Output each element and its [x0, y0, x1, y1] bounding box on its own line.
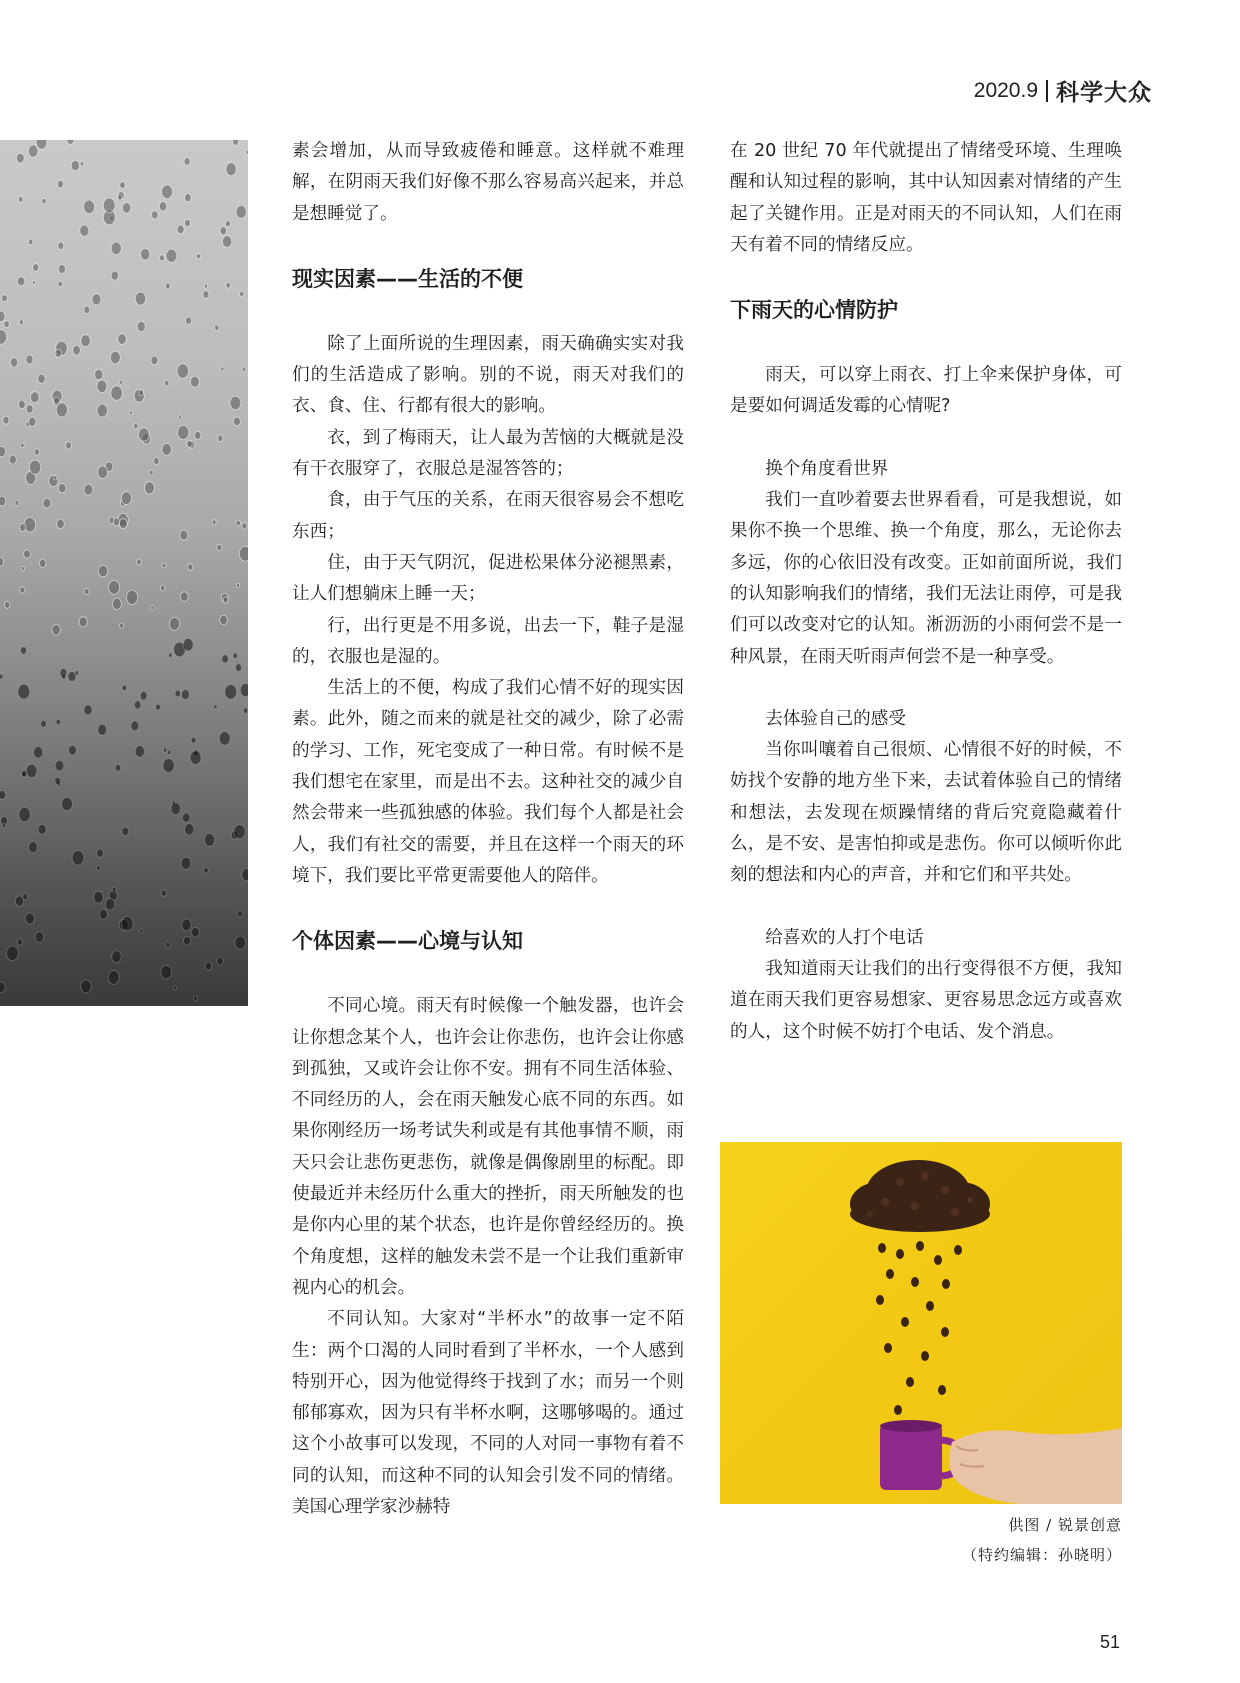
raindrop: [3, 416, 9, 424]
raindrop: [185, 219, 191, 226]
raindrop: [169, 617, 179, 630]
raindrop: [21, 567, 24, 571]
raindrop: [137, 559, 142, 565]
raindrop: [162, 563, 166, 568]
raindrop: [240, 684, 248, 697]
raindrop: [225, 221, 230, 227]
raindrop: [20, 443, 24, 448]
raindrop: [122, 685, 126, 690]
raindrop: [57, 180, 63, 188]
raindrop: [140, 929, 143, 933]
raindrop: [181, 857, 191, 869]
raindrop: [225, 685, 237, 700]
raindrop: [235, 936, 246, 949]
raindrop: [84, 200, 95, 214]
raindrop: [84, 484, 93, 495]
raindrop: [141, 248, 150, 260]
raindrop: [94, 891, 104, 903]
raindrop: [220, 227, 227, 235]
raindrop: [72, 850, 84, 865]
raindrop: [203, 291, 209, 299]
raindrop: [19, 808, 30, 822]
raindrop: [226, 163, 236, 176]
raindrop: [119, 380, 122, 384]
raindrop: [122, 827, 129, 835]
raindrop: [140, 692, 147, 701]
raindrop: [239, 546, 248, 561]
section-heading-individual: 个体因素——心境与认知: [292, 929, 523, 954]
paragraph: 食，由于气压的关系，在雨天很容易会不想吃东西；: [292, 490, 684, 542]
issue-date: 2020.9: [973, 78, 1038, 102]
raindrop: [242, 367, 246, 371]
raindrop: [99, 909, 107, 919]
raindrop: [186, 317, 192, 325]
raindrop: [205, 834, 215, 847]
raindrop: [220, 615, 228, 625]
raindrop: [0, 446, 6, 456]
raindrop: [169, 653, 172, 657]
magazine-title: 科学大众: [1056, 79, 1152, 106]
raindrop: [0, 330, 7, 344]
photo-credit: 供图 / 锐景创意: [1008, 1516, 1122, 1534]
raindrop: [2, 295, 8, 302]
raindrop: [6, 946, 18, 961]
subsection-title: 换个角度看世界: [765, 458, 889, 479]
raindrop: [166, 283, 171, 289]
page-header: [974, 74, 1152, 107]
raindrop: [18, 196, 23, 202]
raindrop: [135, 292, 146, 305]
paragraph: 不同心境。雨天有时候像一个触发器，也许会让你想念某个人，也许会让你悲伤，也许会让你感到孤独，又或许会让你不安。拥有不同生活体验、不同经历的人，会在雨天触发心底不同的东西。如果你刚经历一场考试失利或是有其他事情不顺，雨天只会让悲伤更悲伤，就像是偶像剧里的标配。即使最近并未经历什么重大的挫折，雨天所触发的也是你内心里的某个状态，也许是你曾经经历的。换个角度想，这样的触发未尝不是一个让我们重新审视内心的机会。: [292, 996, 684, 1298]
raindrop: [95, 369, 103, 379]
raindrop: [215, 325, 219, 330]
raindrop: [42, 198, 46, 204]
raindrop: [138, 428, 149, 441]
raindrop: [233, 140, 239, 145]
section-heading-reality: 现实因素——生活的不便: [292, 266, 523, 291]
raindrop: [0, 791, 6, 800]
raindrop: [29, 842, 38, 853]
raindrop: [167, 750, 170, 754]
paragraph: 除了上面所说的生理因素，雨天确确实实对我们的生活造成了影响。别的不说，雨天对我们的衣、食、住、行都有很大的影响。: [292, 333, 684, 417]
raindrop: [222, 236, 231, 248]
raindrop: [185, 824, 194, 836]
raindrop: [233, 653, 237, 658]
raindrop: [151, 356, 158, 365]
raindrop: [122, 203, 130, 214]
raindrop: [92, 294, 101, 305]
raindrop: [223, 597, 228, 604]
raindrop: [187, 440, 193, 447]
raindrop: [28, 417, 36, 426]
raindrop: [236, 664, 242, 672]
raindrop: [137, 321, 145, 331]
raindrop: [0, 557, 4, 566]
raindrop: [17, 277, 24, 286]
raindrop: [134, 701, 141, 709]
raindrop: [180, 592, 188, 602]
raindrop: [164, 748, 167, 752]
raindrop: [58, 264, 65, 273]
raindrop: [18, 684, 30, 699]
raindrop: [0, 982, 5, 993]
raindrop: [236, 520, 241, 526]
raindrop: [38, 824, 46, 834]
raindrop: [43, 498, 51, 508]
raindrop: [230, 396, 241, 410]
raindrop: [119, 519, 127, 529]
raindrop: [154, 457, 160, 464]
raindrop: [56, 403, 67, 417]
raindrop: [29, 460, 40, 474]
raindrop: [28, 145, 38, 157]
raindrop: [204, 284, 207, 288]
raindrop: [96, 866, 100, 871]
raindrop: [10, 358, 17, 367]
subsection-title: 去体验自己的感受: [765, 708, 906, 729]
raindrop: [34, 449, 39, 456]
raindrop: [69, 745, 77, 755]
raindrop: [84, 589, 89, 595]
raindrop: [111, 386, 123, 400]
raindrop: [177, 364, 189, 379]
raindrop: [105, 898, 114, 910]
raindrop: [145, 482, 155, 494]
raindrop: [182, 919, 191, 931]
raindrop: [126, 590, 137, 604]
raindrop: [80, 162, 84, 166]
raindrop: [240, 291, 244, 296]
raindrop: [195, 431, 201, 439]
raindrop: [166, 942, 171, 948]
header-divider: [1046, 80, 1048, 102]
raindrop: [81, 335, 91, 347]
raindrop: [0, 674, 3, 679]
section-heading-protection: 下雨天的心情防护: [730, 298, 898, 323]
raindrop: [55, 349, 61, 357]
raindrop: [190, 751, 201, 765]
raindrop: [178, 415, 181, 419]
raindrop: [166, 249, 177, 262]
raindrop: [184, 936, 191, 945]
raindrop: [236, 205, 246, 218]
page-number: 51: [1099, 1632, 1120, 1652]
raindrop: [183, 639, 193, 651]
raindrop: [135, 746, 144, 758]
raindrop: [28, 239, 33, 245]
raindrop: [184, 158, 190, 166]
raindrop: [58, 242, 64, 249]
raindrop: [26, 405, 33, 414]
raindrop: [97, 404, 107, 417]
raindrop: [139, 390, 143, 396]
raindrop: [164, 380, 169, 386]
raindrop: [233, 417, 240, 426]
raindrop: [17, 939, 22, 945]
raindrop: [178, 425, 189, 439]
raindrop: [80, 225, 89, 236]
raindrop: [112, 598, 121, 609]
raindrop: [159, 202, 166, 211]
raindrop: [97, 380, 107, 393]
raindrop: [15, 500, 19, 505]
raindrop: [98, 466, 108, 479]
raindrop: [33, 264, 39, 271]
paragraph: 生活上的不便，构成了我们心情不好的现实因素。此外，随之而来的就是社交的减少，除了必需的学习、工作，死宅变成了一种日常。有时候不是我们想宅在家里，而是出不去。这种社交的减少自然会带来一些孤独感的体验。我们每个人都是社会人，我们有社交的需要，并且在这样一个雨天的环境下，我们要比平常更需要他人的陪伴。: [292, 678, 684, 886]
raindrop: [129, 411, 132, 415]
raindrop: [177, 225, 184, 234]
raindrop: [226, 282, 231, 288]
raindrop: [32, 281, 35, 285]
raindrop: [212, 520, 216, 525]
raindrop: [219, 732, 230, 746]
raindrop: [109, 581, 120, 595]
raindrop: [67, 140, 74, 144]
raindrop: [20, 523, 26, 531]
raindrop: [217, 544, 222, 550]
raindrop: [182, 813, 190, 822]
raindrop: [55, 777, 61, 784]
raindrop: [238, 911, 243, 917]
raindrop: [161, 890, 166, 896]
raindrop: [66, 442, 72, 449]
raindrop: [103, 198, 115, 213]
raindrop: [68, 672, 76, 682]
raindrop: [56, 719, 60, 725]
raindrop: [81, 980, 91, 993]
raindrop: [181, 690, 189, 700]
raindrop: [58, 484, 66, 493]
raindrop: [191, 737, 196, 743]
raindrop: [111, 242, 121, 255]
raindrop: [2, 824, 5, 828]
raindrop: [152, 211, 159, 219]
raindrop: [193, 996, 197, 1001]
raindrop: [41, 720, 47, 727]
rain-window-photo: [0, 140, 248, 1006]
raindrop: [190, 376, 199, 387]
paragraph: 当你叫嚷着自己很烦、心情很不好的时候，不妨找个安静的地方坐下来，去试着体验自己的情绪和想法，去发现在烦躁情绪的背后究竟隐藏着什么，是不安、是害怕抑或是悲伤。你可以倾听你此刻的想法和内心的声音，并和它们和平共处。: [730, 740, 1122, 886]
paragraph-continued: 素会增加，从而导致疲倦和睡意。这样就不难理解，在阴雨天我们好像不那么容易高兴起来，并总是想睡觉了。: [292, 141, 684, 224]
raindrop: [24, 550, 31, 558]
raindrop: [120, 182, 126, 189]
raindrop: [122, 916, 134, 931]
raindrop: [156, 704, 161, 710]
raindrop: [57, 519, 65, 528]
paragraph: 我们一直吵着要去世界看看，可是我想说，如果你不换一个思维、换一个角度，那么，无论你去多远，你的心依旧没有改变。正如前面所说，我们的认知影响我们的情绪，我们无法让雨停，可是我们可以改变对它的认知。淅沥沥的小雨何尝不是一种风景，在雨天听雨声何尝不是一种享受。: [730, 490, 1122, 667]
raindrop: [35, 932, 44, 943]
raindrop: [110, 351, 120, 364]
coffee-cloud-illustration: [720, 1142, 1122, 1504]
raindrop: [23, 894, 28, 900]
raindrop: [58, 281, 62, 286]
paragraph: 住，由于天气阴沉，促进松果体分泌褪黑素，让人们想躺床上睡一天；: [292, 552, 684, 605]
raindrop: [196, 254, 200, 259]
raindrop: [21, 647, 27, 654]
raindrop: [84, 705, 92, 715]
raindrop: [19, 400, 26, 409]
raindrop: [242, 869, 248, 881]
raindrop: [38, 374, 45, 383]
raindrop: [242, 523, 247, 529]
paragraph: 衣，到了梅雨天，让人最为苦恼的大概就是没有干衣服穿了，衣服总是湿答答的；: [292, 427, 684, 480]
raindrop: [134, 423, 138, 428]
raindrop: [112, 887, 116, 892]
paragraph: 不同认知。大家对“半杯水”的故事一定不陌生：两个口渴的人同时看到了半杯水，一个人感到特别开心，因为他觉得终于找到了水；而另一个则郁郁寡欢，因为只有半杯水啊，这哪够喝的。通过这个小故事可以发现，不同的人对同一事物有着不同的认知，而这种不同的认知会引发不同的情绪。美国心理学家沙赫特: [292, 1309, 684, 1517]
raindrop: [20, 587, 25, 593]
raindrop: [185, 194, 192, 202]
raindrop: [159, 255, 164, 261]
raindrop: [234, 825, 245, 839]
raindrop: [113, 518, 119, 526]
raindrop: [180, 530, 188, 540]
raindrop: [175, 690, 180, 697]
raindrops-overlay: [0, 140, 248, 1006]
subsection-title: 给喜欢的人打个电话: [765, 927, 924, 948]
raindrop: [160, 585, 165, 591]
raindrop: [112, 951, 122, 963]
raindrop: [71, 160, 79, 171]
raindrop: [222, 655, 229, 663]
raindrop: [4, 321, 9, 328]
raindrop: [218, 435, 223, 442]
raindrop: [205, 962, 212, 970]
raindrop: [54, 476, 57, 480]
raindrop: [118, 334, 127, 345]
raindrop: [115, 765, 120, 772]
raindrop: [118, 195, 122, 200]
raindrop: [30, 392, 39, 403]
raindrop: [204, 868, 208, 873]
article-column-right: [730, 136, 1122, 1048]
raindrop: [84, 306, 90, 313]
raindrop: [131, 721, 139, 731]
paragraph: 我知道雨天让我们的出行变得很不方便，我知道在雨天我们更容易想家、更容易思念远方或喜欢的人，这个时候不妨打个电话、发个消息。: [730, 958, 1122, 1042]
raindrop: [73, 345, 81, 355]
raindrop: [246, 150, 248, 154]
raindrop: [0, 496, 6, 506]
raindrop: [34, 747, 43, 759]
raindrop: [26, 355, 33, 364]
raindrop: [4, 602, 10, 609]
paragraph: 行，出行更是不用多说，出去一下，鞋子是湿的，衣服也是湿的。: [292, 615, 684, 667]
raindrop: [19, 320, 23, 325]
raindrop: [79, 617, 87, 627]
raindrop: [214, 705, 217, 709]
raindrop: [120, 623, 124, 628]
raindrop: [26, 764, 37, 777]
raindrop: [98, 724, 107, 735]
raindrop: [55, 760, 64, 771]
article-column-left: [292, 136, 684, 1523]
raindrop: [191, 927, 199, 937]
raindrop: [25, 913, 34, 924]
raindrop: [221, 367, 224, 371]
raindrop: [162, 185, 173, 199]
raindrop: [52, 625, 60, 636]
raindrop: [39, 559, 46, 567]
raindrop: [149, 470, 153, 475]
raindrop: [174, 986, 177, 990]
raindrop: [22, 770, 27, 777]
paragraph-continued: 在 20 世纪 70 年代就提出了情绪受环境、生理唤醒和认知过程的影响，其中认知因素对情绪的产生起了关键作用。正是对雨天的不同认知，人们在雨天有着不同的情绪反应。: [730, 141, 1122, 255]
raindrop: [161, 965, 172, 979]
raindrop: [236, 583, 239, 587]
falling-beans: [876, 1241, 962, 1415]
hand: [949, 1428, 1122, 1504]
raindrop: [243, 708, 247, 713]
raindrop: [0, 311, 5, 322]
raindrop: [16, 153, 24, 163]
editor-credit: （特约编辑：孙晓明）: [961, 1546, 1122, 1564]
paragraph: 雨天，可以穿上雨衣、打上伞来保护身体，可是要如何调适发霉的心情呢?: [730, 365, 1122, 417]
raindrop: [98, 565, 107, 577]
coffee-cloud-cup-photo: [720, 1142, 1122, 1504]
raindrop: [62, 797, 73, 810]
raindrop: [171, 803, 181, 815]
raindrop: [97, 849, 104, 857]
raindrop: [108, 971, 119, 985]
bean-cloud: [850, 1160, 990, 1232]
raindrop: [62, 674, 66, 679]
raindrop: [162, 443, 172, 455]
raindrop: [163, 759, 174, 773]
raindrop: [188, 564, 193, 570]
raindrop: [121, 492, 131, 505]
raindrop: [9, 455, 16, 464]
raindrop: [111, 271, 118, 280]
raindrop: [217, 957, 223, 965]
raindrop: [151, 606, 154, 610]
